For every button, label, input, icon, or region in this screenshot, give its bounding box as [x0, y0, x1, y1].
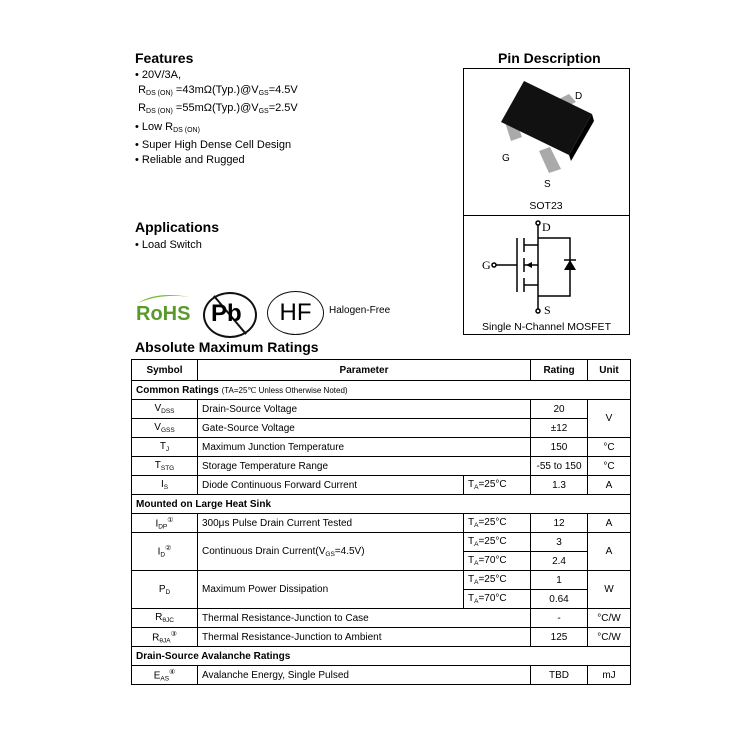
pin-description-title: Pin Description — [498, 50, 601, 66]
svg-text:D: D — [542, 220, 551, 234]
section-row: Common Ratings (TA=25℃ Unless Otherwise Noted) — [132, 381, 631, 400]
table-row: $I_D^②$ Continuous Drain $Current(V_{GS}=4.5V)$ $T_A=25^\circ C$ 3 A — [132, 533, 631, 552]
mosfet-symbol-icon — [464, 216, 629, 320]
features-list — [135, 68, 298, 167]
svg-text:S: S — [544, 179, 551, 190]
rohs-logo: RoHS — [136, 291, 192, 331]
sot23-package-icon — [464, 69, 629, 215]
table-row: $T_{STG}$ Storage Temperature Range -55 to 150 °C — [132, 457, 631, 476]
svg-text:G: G — [502, 153, 510, 164]
section-row: Mounted on Large Heat Sink — [132, 495, 631, 514]
application-item: • Load Switch — [135, 239, 202, 251]
table-row: $I_S$ Diode Continuous Forward Current $T_A=25^\circ C$ 1.3 A — [132, 476, 631, 495]
feature-item: • Reliable and Rugged — [135, 153, 245, 166]
table-row: $R_{\theta JA}^③$ Thermal Resistance-Junction to Ambient 125 °C/W — [132, 628, 631, 647]
svg-text:G: G — [482, 258, 491, 272]
table-row: $T_A=70^\circ C$ 2.4 — [132, 552, 631, 571]
table-row: $V_{DSS}$ Drain-Source Voltage 20 V — [132, 400, 631, 419]
pin-caption: Single N-Channel MOSFET — [482, 321, 611, 333]
feature-item: • Super High Dense Cell Design — [135, 139, 292, 151]
feature-item: $R_{DS (ON)}$ $=43m\Omega(Typ.)@V_{GS}=4.5V$ — [138, 83, 298, 97]
hf-logo: HF — [267, 291, 324, 335]
table-row: $R_{\theta JC}$ Thermal Resistance-Junction to Case - °C/W — [132, 609, 631, 628]
pin-diagram-box — [463, 68, 630, 335]
feature-item: • Low $R_{DS (ON)}$ — [135, 120, 200, 134]
table-header: Symbol Parameter Rating Unit — [132, 360, 631, 381]
features-title: Features — [135, 50, 194, 66]
feature-item: $R_{DS (ON)}$ $=55m\Omega(Typ.)@V_{GS}=2.5V$ — [138, 102, 298, 115]
section-row: Drain-Source Avalanche Ratings — [132, 647, 631, 666]
lead-free-logo: Pb — [203, 292, 257, 338]
table-row: $T_A=70^\circ C$ 0.64 — [132, 590, 631, 609]
svg-text:S: S — [544, 303, 551, 317]
feature-item: • 20V/3A, — [135, 69, 182, 81]
applications-title: Applications — [135, 219, 220, 235]
table-row: $P_D$ Maximum Power Dissipation $T_A=25^\circ C$ 1 W — [132, 571, 631, 590]
ratings-table — [131, 359, 631, 685]
table-row: $T_J$ Maximum Junction Temperature 150 °C — [132, 438, 631, 457]
table-row: $E_{AS}^④$ Avalanche Energy, Single Pulsed TBD mJ — [132, 666, 631, 685]
halogen-free-label: Halogen-Free — [329, 305, 391, 316]
table-row: $V_{GSS}$ Gate-Source Voltage ±12 — [132, 419, 631, 438]
svg-text:SOT23: SOT23 — [529, 200, 563, 212]
svg-text:D: D — [575, 91, 583, 102]
table-title: Absolute Maximum Ratings — [135, 339, 319, 355]
table-row: $I_{DP}^①$ 300μs Pulse Drain Current Tested $T_A=25^\circ C$ 12 A — [132, 514, 631, 533]
